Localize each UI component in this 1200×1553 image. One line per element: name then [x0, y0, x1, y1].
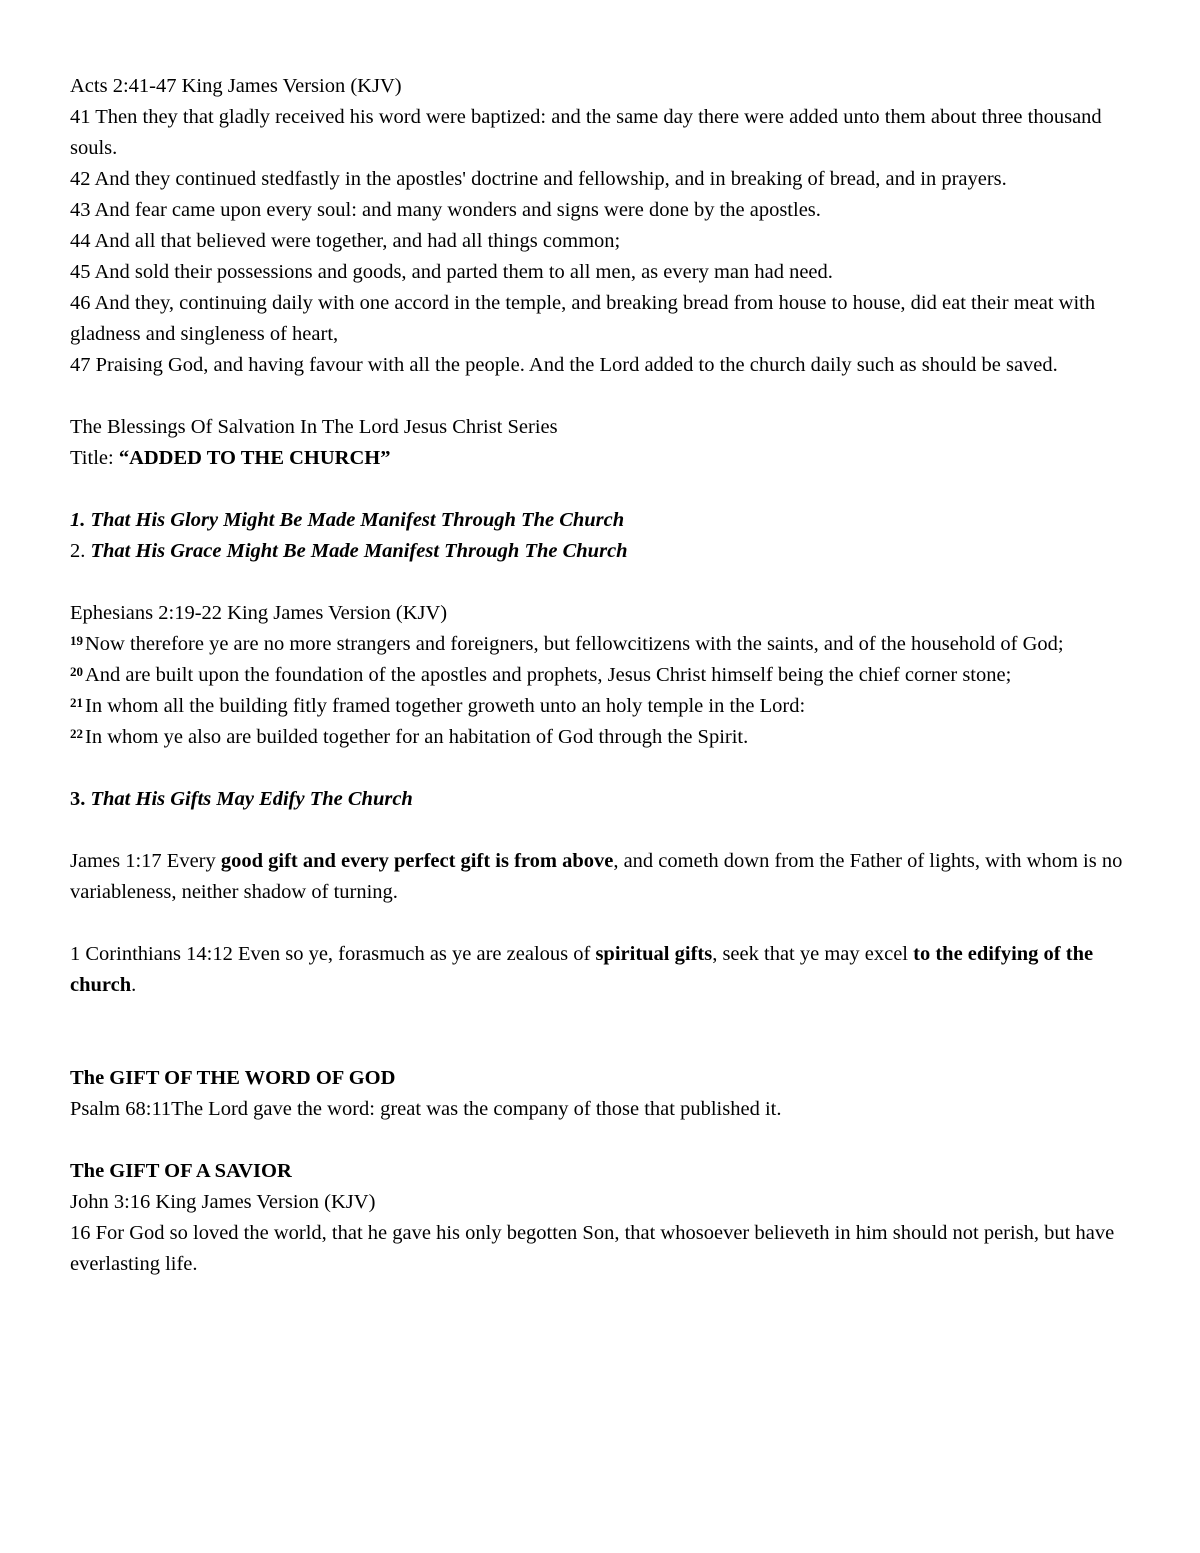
verse-number: 22: [70, 726, 83, 741]
james-bold: good gift and every perfect gift is from above: [220, 850, 614, 872]
ephesians-verse-22: [70, 722, 1130, 753]
corinthians-bold-1: spiritual gifts: [595, 943, 713, 965]
point-1-number: 1.: [70, 509, 86, 531]
james-rest: , and cometh down from the Father of lights, with whom is no variableness, neither shadow of turning.: [70, 850, 1123, 903]
verse-number: 20: [70, 664, 83, 679]
acts-heading: Acts 2:41-47 King James Version (KJV): [70, 75, 402, 97]
point-3-text: That His Gifts May Edify The Church: [90, 788, 413, 810]
ephesians-verse-20: [70, 660, 1130, 691]
sermon-title-prefix: Title:: [70, 447, 119, 469]
acts-verse-45: 45 And sold their possessions and goods, and parted them to all men, as every man had need.: [70, 261, 833, 283]
series-name: The Blessings Of Salvation In The Lord Jesus Christ Series: [70, 416, 558, 438]
verse-text: In whom all the building fitly framed together groweth unto an holy temple in the Lord:: [85, 695, 806, 717]
james-ref: James 1:17 Every: [70, 850, 221, 872]
verse-text: And are built upon the foundation of the apostles and prophets, Jesus Christ himself being the chief corner stone;: [85, 664, 1012, 686]
point-3: [70, 784, 1130, 815]
acts-verse-46: 46 And they, continuing daily with one accord in the temple, and breaking bread from house to house, did eat their meat with gladness and singleness of heart,: [70, 292, 1096, 345]
corinthians-end: .: [131, 974, 137, 996]
john-heading: John 3:16 King James Version (KJV): [70, 1191, 376, 1213]
corinthians-ref: 1 Corinthians 14:12 Even so ye, forasmuch as ye are zealous of: [70, 943, 596, 965]
point-2: [70, 536, 1130, 567]
point-3-number: 3.: [70, 788, 86, 810]
gift-savior-heading: The GIFT OF A SAVIOR: [70, 1160, 292, 1182]
verse-text: In whom ye also are builded together for an habitation of God through the Spirit.: [85, 726, 749, 748]
corinthians-mid: , seek that ye may excel: [712, 943, 914, 965]
corinthians-verse: [70, 939, 1130, 1001]
verse-number: 19: [70, 633, 83, 648]
verse-number: 21: [70, 695, 83, 710]
point-1-text: That His Glory Might Be Made Manifest Through The Church: [90, 509, 625, 531]
point-2-number: 2.: [70, 540, 86, 562]
acts-verse-42: 42 And they continued stedfastly in the apostles' doctrine and fellowship, and in breaking of bread, and in prayers.: [70, 168, 1007, 190]
point-1: [70, 505, 1130, 536]
gift-word-heading: The GIFT OF THE WORD OF GOD: [70, 1067, 396, 1089]
verse-text: Now therefore ye are no more strangers and foreigners, but fellowcitizens with the saints, and of the household of God;: [85, 633, 1064, 655]
sermon-title-text: “ADDED TO THE CHURCH”: [118, 447, 391, 469]
psalm-verse: Psalm 68:11The Lord gave the word: great was the company of those that published it.: [70, 1098, 782, 1120]
sermon-title: [70, 443, 1130, 474]
acts-verse-47: 47 Praising God, and having favour with all the people. And the Lord added to the church daily such as should be saved.: [70, 354, 1058, 376]
corinthians-bold-2: to the edifying of the church: [70, 943, 1094, 996]
acts-verse-41: 41 Then they that gladly received his word were baptized: and the same day there were added unto them about three thousand souls.: [70, 106, 1102, 159]
acts-verse-43: 43 And fear came upon every soul: and many wonders and signs were done by the apostles.: [70, 199, 821, 221]
john-verse-16: 16 For God so loved the world, that he gave his only begotten Son, that whosoever believeth in him should not perish, but have everlasting life.: [70, 1222, 1115, 1275]
ephesians-verse-19: [70, 629, 1130, 660]
james-verse: [70, 846, 1130, 908]
ephesians-heading: Ephesians 2:19-22 King James Version (KJV): [70, 602, 448, 624]
ephesians-verse-21: [70, 691, 1130, 722]
point-2-text: That His Grace Might Be Made Manifest Through The Church: [90, 540, 628, 562]
acts-verse-44: 44 And all that believed were together, and had all things common;: [70, 230, 621, 252]
document-page: [70, 71, 1130, 1280]
